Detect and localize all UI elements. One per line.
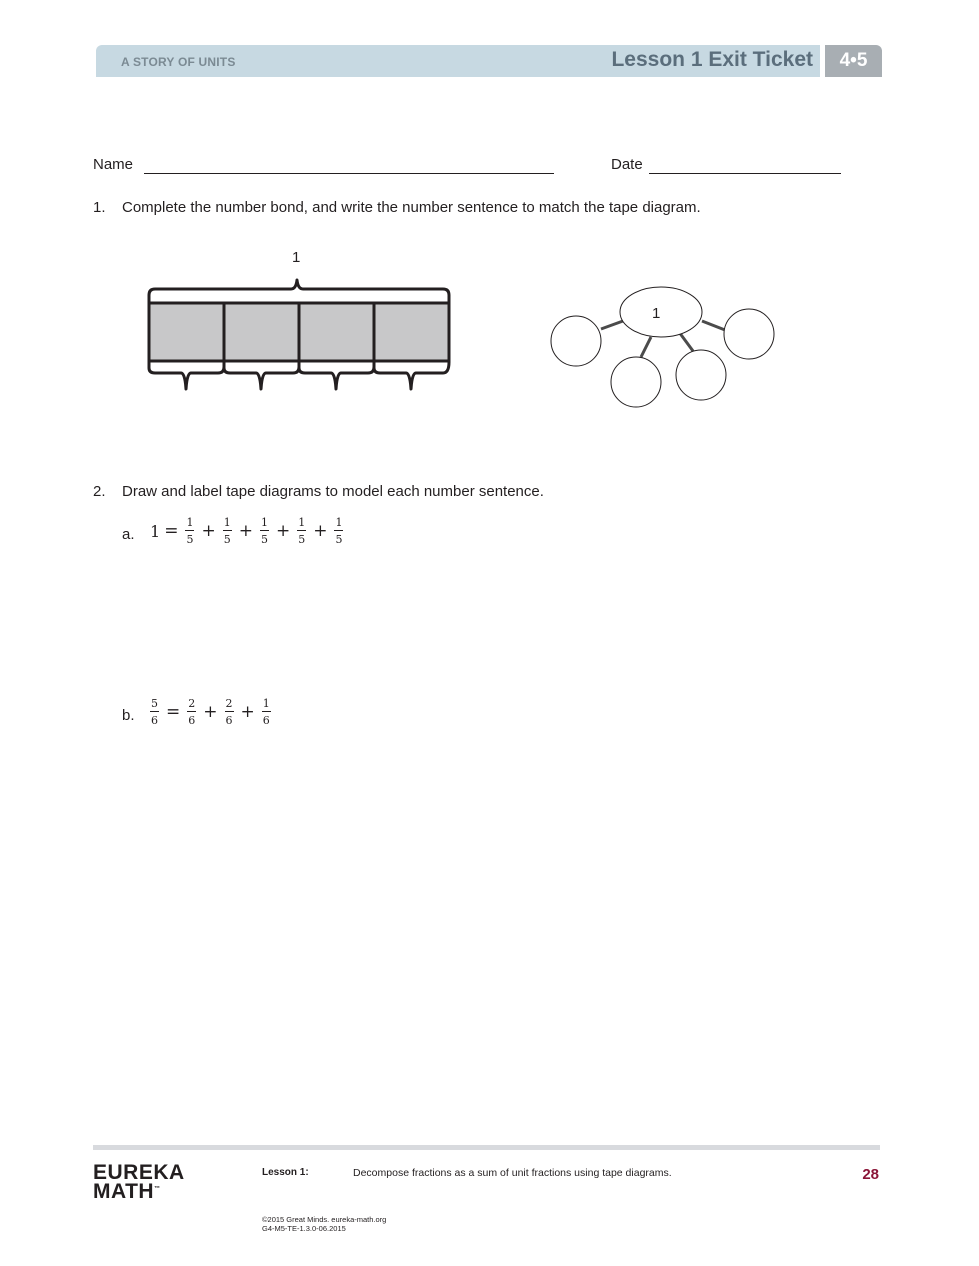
tape-unit — [299, 303, 374, 361]
problem-1-number: 1. — [93, 199, 106, 216]
bond-connector — [702, 321, 725, 330]
tape-whole-brace — [149, 280, 449, 302]
bond-part — [611, 357, 661, 407]
eureka-math-logo: EUREKA MATH™ — [93, 1161, 185, 1203]
unit-brace — [374, 362, 449, 389]
tape-diagram — [140, 262, 460, 394]
tape-unit — [149, 303, 224, 361]
plus-sign: + — [313, 521, 328, 541]
plus-sign: + — [240, 702, 255, 722]
tape-unit — [374, 303, 449, 361]
equals-sign: = — [166, 702, 181, 722]
bond-part — [724, 309, 774, 359]
plus-sign: + — [275, 521, 291, 541]
fraction: $\frac{1}{5}$ — [223, 516, 231, 546]
fraction: $\frac{1}{5}$ — [335, 516, 343, 546]
footer-lesson-label: Lesson 1: — [262, 1167, 309, 1178]
equation-a-lhs: 1 — [150, 521, 161, 541]
date-label: Date — [611, 156, 643, 173]
part-b-label: b. — [122, 707, 135, 724]
name-field[interactable] — [144, 173, 554, 174]
fraction: $\frac{5}{6}$ — [151, 697, 158, 727]
page-title: Lesson 1 Exit Ticket — [611, 48, 813, 71]
bond-whole-label: 1 — [652, 305, 661, 322]
problem-2-text: Draw and label tape diagrams to model each number sentence. — [122, 483, 544, 500]
bond-part — [676, 350, 726, 400]
series-title: A STORY OF UNITS — [121, 55, 236, 69]
name-label: Name — [93, 156, 134, 173]
footer-rule — [93, 1145, 880, 1150]
module-badge: 4•5 — [825, 45, 882, 77]
bond-connector — [641, 337, 651, 357]
equals-sign: = — [164, 521, 179, 541]
footer-copyright: ©2015 Great Minds. eureka-math.org G4-M5-TE-1.3.0-06.2015 — [262, 1215, 387, 1233]
plus-sign: + — [203, 702, 218, 722]
tape-whole-label: 1 — [292, 249, 301, 266]
bond-part — [551, 316, 601, 366]
number-bond — [545, 285, 780, 412]
plus-sign: + — [238, 521, 253, 541]
unit-brace — [224, 362, 299, 389]
date-field[interactable] — [649, 173, 841, 174]
equation-b — [147, 698, 274, 726]
problem-1-text: Complete the number bond, and write the number sentence to match the tape diagram. — [122, 199, 701, 216]
fraction: $\frac{1}{6}$ — [262, 697, 270, 727]
problem-2-number: 2. — [93, 483, 106, 500]
unit-brace — [149, 362, 224, 389]
unit-brace — [299, 362, 374, 389]
equation-a — [150, 517, 346, 545]
fraction: $\frac{1}{5}$ — [186, 516, 194, 546]
fraction: $\frac{2}{6}$ — [188, 697, 196, 727]
fraction: $\frac{1}{5}$ — [298, 516, 306, 546]
fraction: $\frac{2}{6}$ — [225, 697, 233, 727]
bond-connector — [679, 332, 693, 351]
tape-unit — [224, 303, 299, 361]
bond-whole — [620, 287, 702, 337]
fraction: $\frac{1}{5}$ — [260, 516, 268, 546]
plus-sign: + — [201, 521, 216, 541]
bond-connector — [601, 321, 623, 329]
part-a-label: a. — [122, 526, 135, 543]
footer-description: Decompose fractions as a sum of unit fractions using tape diagrams. — [353, 1167, 672, 1179]
page-number: 28 — [862, 1166, 879, 1183]
